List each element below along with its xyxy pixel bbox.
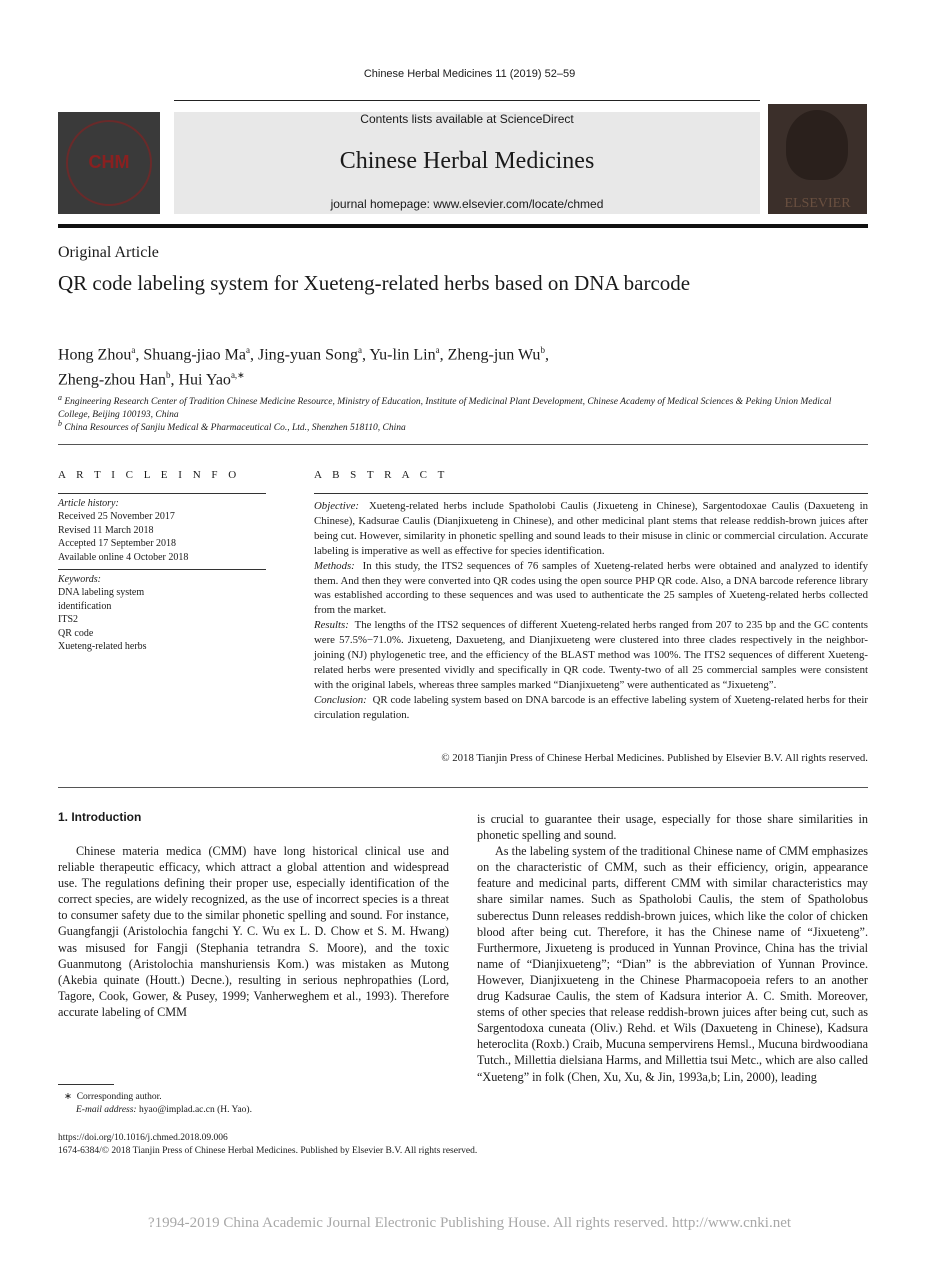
- footnote-rule: [58, 1084, 114, 1085]
- author-name: Hui Yao: [178, 371, 231, 389]
- abstract-copyright: © 2018 Tianjin Press of Chinese Herbal Medicines. Published by Elsevier B.V. All rights reserved.: [441, 752, 868, 764]
- history-item: Received 25 November 2017: [58, 511, 175, 523]
- history-label: Article history:: [58, 498, 119, 509]
- elsevier-tree-icon: [786, 110, 848, 180]
- chm-logo-text: CHM: [88, 152, 130, 172]
- abstract-conclusion: [314, 693, 868, 723]
- author-separator: ,: [439, 346, 448, 364]
- conclusion-text: QR code labeling system based on DNA barcode is an effective labeling system of Xueteng-related herbs for their circulation regulation.: [314, 693, 868, 721]
- body-column-left: [58, 843, 449, 1020]
- author-separator: ,: [135, 346, 144, 364]
- author-name: Hong Zhou: [58, 346, 132, 364]
- intro-paragraph-1: Chinese materia medica (CMM) have long historical clinical use and reliable therapeutic efficacy, which attract a global attention and widespread use. The regulations defining their proper use, especially identification of the correct species, are widely recognized, as the use of incorrect species is a threat to consumer safety due to the similar phonetic spelling and sound. For instance, Guangfangji (Aristolochia fangchi Y. C. Wu ex L. D. Chow et S. M. Hwang) was misused for Fangji (Stephania tetrandra S. Moore), and the toxic Guanmutong (Aristolochia manshuriensis Kom.) was mistaken as Mutong (Akebia quinate (Houtt.) Decne.), resulting in serious nephropathies (Lord, Tagore, Cook, Gower, & Pusey, 1999; Vanherweghem et al., 1993). Therefore accurate labeling of CMM: [58, 844, 449, 1019]
- footnote-author: Corresponding author.: [76, 1092, 162, 1102]
- keyword-item: QR code: [58, 627, 94, 639]
- author-affiliation-mark: a: [435, 345, 440, 355]
- issn-line: 1674-6384/© 2018 Tianjin Press of Chinese Herbal Medicines. Published by Elsevier B.V. All rights reserved.: [58, 1146, 478, 1156]
- author-separator: ,: [544, 346, 549, 364]
- body-column-right: [477, 811, 868, 1085]
- article-info-rule: [58, 493, 266, 494]
- article-type: Original Article: [58, 244, 159, 261]
- journal-citation: Chinese Herbal Medicines 11 (2019) 52–59: [363, 68, 576, 80]
- abstract-objective: [314, 499, 868, 559]
- footnote: [64, 1091, 252, 1117]
- author-name: Jing-yuan Song: [257, 346, 358, 364]
- elsevier-logo: [768, 104, 867, 214]
- doi-link[interactable]: https://doi.org/10.1016/j.chmed.2018.09.006: [58, 1133, 228, 1143]
- author-separator: ,: [170, 371, 179, 389]
- header-thick-rule: [58, 224, 868, 228]
- author-name: Shuang-jiao Ma: [143, 346, 246, 364]
- methods-label: Methods:: [314, 559, 355, 572]
- affiliation-b-text: China Resources of Sanjiu Medical & Pharmaceutical Co., Ltd., Shenzhen 518110, China: [64, 423, 406, 434]
- article-title: QR code labeling system for Xueteng-related herbs based on DNA barcode: [58, 271, 691, 295]
- footnote-email-label: E-mail address:: [76, 1105, 137, 1115]
- history-list: [58, 510, 266, 564]
- methods-text: In this study, the ITS2 sequences of 76 samples of Xueteng-related herbs were obtained and analyzed to identify them. And then they were converted into QR codes using the open source PHP QR code. Also, a DNA barcode reference library was established according to these sequences and was used to authenticate the 25 samples of Xueteng-related herbs collected from the market.: [314, 559, 869, 617]
- abstract-methods: [314, 559, 868, 619]
- author-affiliation-mark: b: [540, 345, 545, 355]
- history-item: Accepted 17 September 2018: [58, 538, 177, 550]
- intro-paragraph-2: As the labeling system of the traditional Chinese name of CMM emphasizes on the characteristic of CMM, such as their efficiency, origin, appearance feature and medicinal parts, different CMM with similar characteristics may share similar names. Such as Spatholobi Caulis, the stem of Spatholobus suberectus Dunn releases reddish-brown juices, which like the color of chicken blood after being cut. Therefore, it has the Chinese name of “Jixueteng”. Furthermore, Jixueteng is produced in Yunnan Province, China has the trivial name of “Dianjixueteng”; “Dian” is the abbreviation of Yunnan Province. However, Dianjixueteng in the Chinese Pharmacopoeia refers to an another drug Kadsurae Caulis, the stem of Kadsura interior A. C. Smith. Moreover, stems of other species that release reddish-brown juices after being cut, such as Sargentodoxa cuneata (Oliv.) Rehd. et Wils (Daxueteng in Chinese), Kadsura heteroclita (Roxb.) Craib, Mucuna sempervirens Hemsl., Mucuna birdwoodiana Tutch., Millettia dielsiana Harms, and Millettia tsui Metc., which are also called “Xueteng” in folk (Chen, Xu, Xu, & Jin, 1993a,b; Lin, 2000), leading: [477, 844, 868, 1084]
- journal-homepage-link[interactable]: journal homepage: www.elsevier.com/locate/chmed: [330, 197, 604, 211]
- affiliation-b: [58, 417, 858, 435]
- elsevier-logo-text: ELSEVIER: [784, 196, 851, 211]
- keyword-list: [58, 586, 266, 653]
- author-affiliation-mark: a,∗: [230, 370, 245, 381]
- keyword-item: DNA labeling system: [58, 587, 145, 599]
- keywords-label: Keywords:: [58, 574, 101, 586]
- history-item: Available online 4 October 2018: [58, 551, 189, 563]
- section-rule: [58, 444, 868, 445]
- objective-text: Xueteng-related herbs include Spatholobi Caulis (Jixueteng in Chinese), Sargentodoxae Caulis (Daxueteng in Chinese), Kadsurae Caulis (Dianjixueteng in Chinese), and other medicinal plant stems that release reddish-brown juices after being cut. However, similarity in phonetic spelling and sound leads to their misuse in clinic or commercial circulation. Accurate labeling is imperative as well as effective for species identification.: [314, 500, 868, 557]
- author-affiliation-mark: b: [165, 370, 171, 381]
- author-separator: ,: [249, 346, 258, 364]
- author-name: Zheng-zhou Han: [58, 371, 166, 389]
- conclusion-label: Conclusion:: [314, 693, 367, 706]
- abstract-heading: A B S T R A C T: [314, 469, 449, 481]
- chm-journal-logo: [58, 112, 160, 214]
- keyword-item: identification: [58, 600, 112, 612]
- author-separator: ,: [361, 346, 370, 364]
- article-info-panel: [58, 497, 266, 653]
- introduction-heading: 1. Introduction: [58, 810, 142, 824]
- footnote-email[interactable]: hyao@implad.ac.cn (H. Yao).: [138, 1105, 252, 1115]
- keyword-item: ITS2: [58, 614, 78, 626]
- affiliation-b-mark: b: [58, 419, 62, 428]
- results-label: Results:: [314, 619, 349, 632]
- objective-label: Objective:: [314, 500, 359, 512]
- author-list: [58, 340, 818, 391]
- abstract-rule: [314, 493, 868, 494]
- author-affiliation-mark: a: [357, 345, 362, 355]
- body-rule: [58, 787, 868, 788]
- results-text: The lengths of the ITS2 sequences of different Xueteng-related herbs ranged from 207 to 235 bp and the GC contents were 57.5%−71.0%. Jixueteng, Daxueteng, and Dianjixueteng were clustered into three clades respectively in the neighbor-joining (NJ) phylogenetic tree, and the efficiency of the BLAST method was 100%. The ITS2 sequences of different Xueteng-related herbs were presented vividly and specifically in QR code. Twenty-two of all 25 commercial samples were consistent with the original labels, whereas three samples marked “Dianjixueteng” were authenticated as “Jixueteng”.: [314, 619, 868, 691]
- intro-paragraph-1-continued: is crucial to guarantee their usage, especially for those share similarities in phonetic spelling and sound.: [477, 812, 868, 843]
- keywords-rule: [58, 569, 266, 570]
- cnki-watermark: ?1994-2019 China Academic Journal Electronic Publishing House. All rights reserved. http://www.cnki.net: [147, 1215, 792, 1231]
- affiliation-a-text: Engineering Research Center of Tradition Chinese Medicine Resource, Ministry of Education, Institute of Medicinal Plant Development, Chinese Academy of Medical Sciences & Peking Union Medical College, Beijing 100193, China: [58, 397, 832, 421]
- keyword-item: Xueteng-related herbs: [58, 641, 147, 653]
- affiliation-a-mark: a: [58, 393, 62, 402]
- footnote-mark: ∗: [64, 1092, 72, 1102]
- journal-title: Chinese Herbal Medicines: [339, 148, 595, 174]
- author-name: Yu-lin Lin: [369, 346, 436, 364]
- doi-block: [58, 1132, 477, 1158]
- article-info-heading: A R T I C L E I N F O: [58, 469, 241, 481]
- abstract-body: [314, 499, 868, 723]
- author-affiliation-mark: a: [131, 345, 136, 355]
- header-rule: [174, 100, 760, 101]
- author-affiliation-mark: a: [245, 345, 250, 355]
- abstract-results: [314, 618, 868, 693]
- author-name: Zheng-jun Wu: [447, 346, 541, 364]
- history-item: Revised 11 March 2018: [58, 524, 154, 536]
- contents-available-line: Contents lists available at ScienceDirect: [360, 112, 574, 126]
